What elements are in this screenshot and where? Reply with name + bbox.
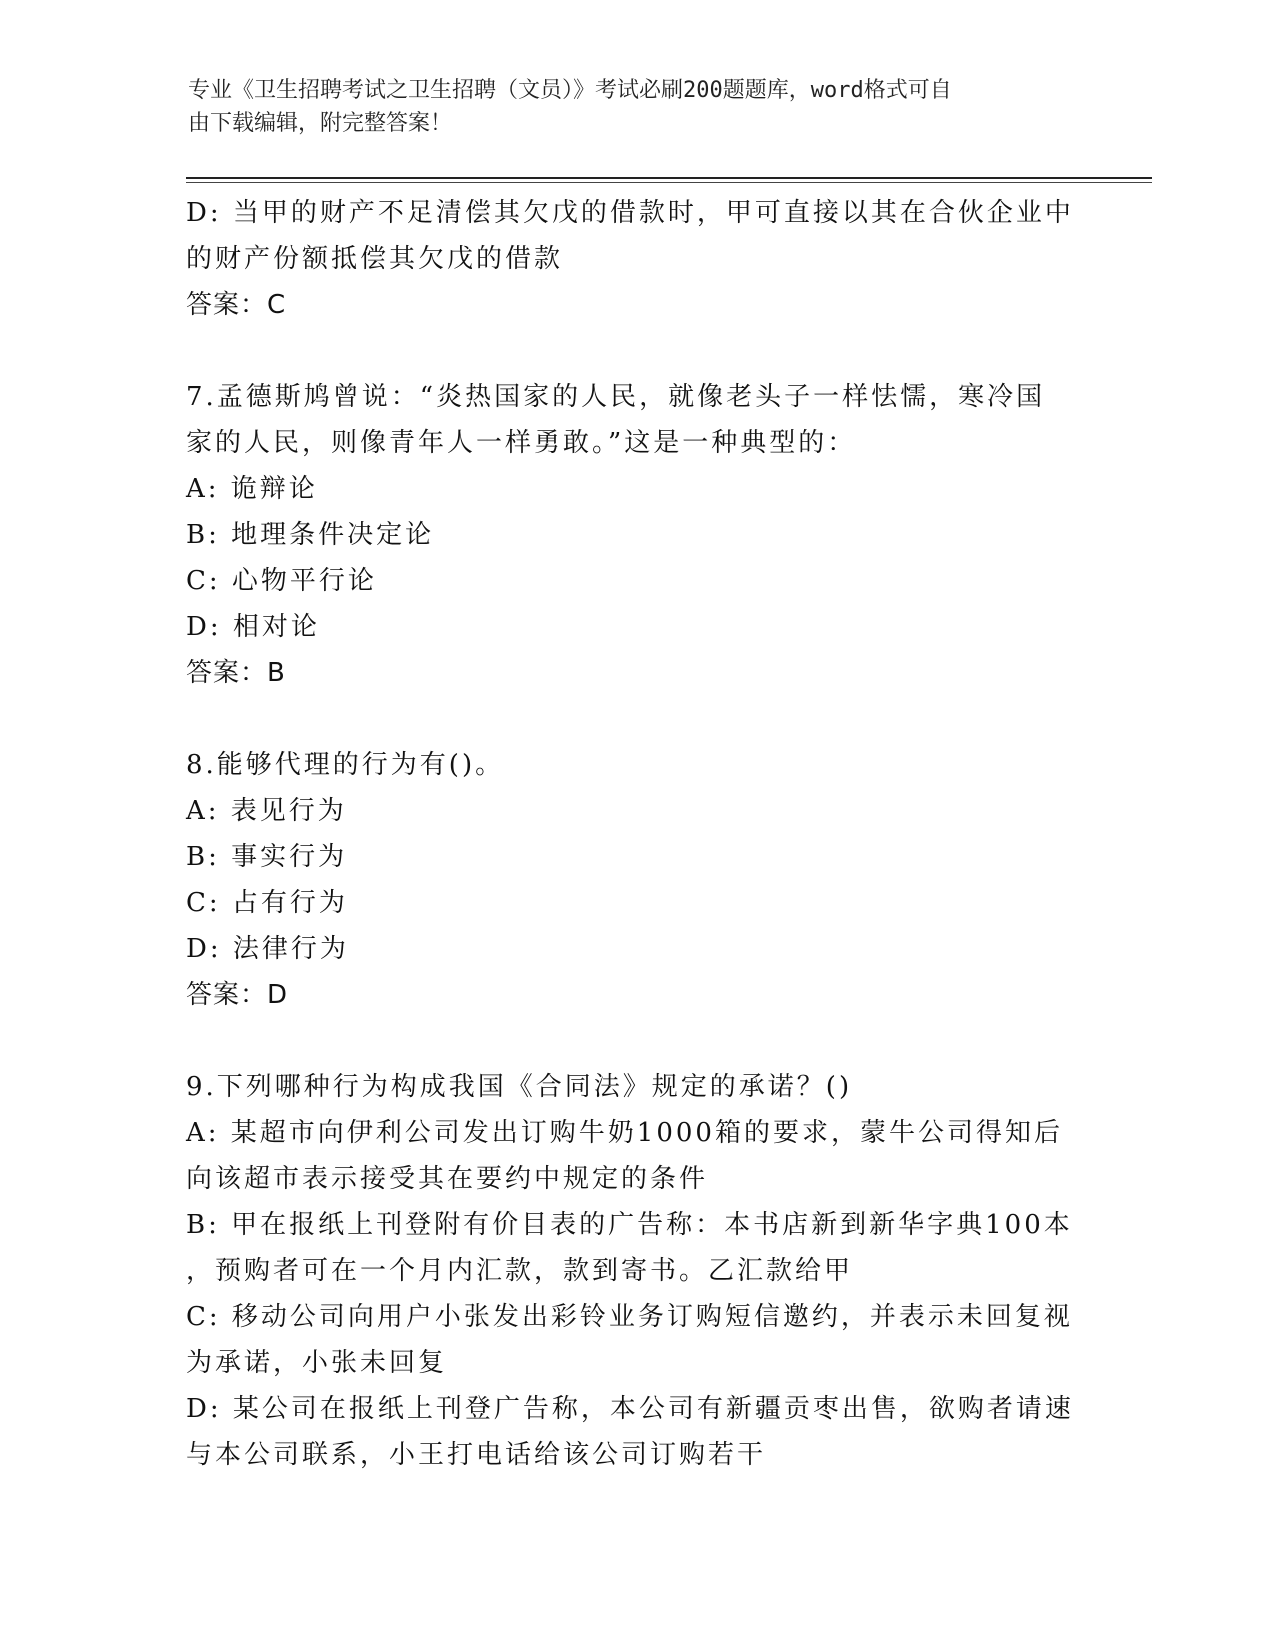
question-8 <box>186 742 1086 1018</box>
header-line-1: 专业《卫生招聘考试之卫生招聘（文员）》考试必刷200题题库，word格式可自 <box>188 78 952 103</box>
option-b: B: 事实行为 <box>186 842 348 872</box>
option-c-line-1: C: 移动公司向用户小张发出彩铃业务订购短信邀约，并表示未回复视 <box>186 1302 1073 1332</box>
header-line-2: 由下载编辑，附完整答案！ <box>188 111 453 136</box>
spacer <box>186 328 1086 374</box>
option-a: A: 诡辩论 <box>186 474 318 504</box>
question-9 <box>186 1064 1086 1478</box>
option-d-line-1: D: 当甲的财产不足清偿其欠戊的借款时，甲可直接以其在合伙企业中 <box>186 198 1074 228</box>
question-7 <box>186 374 1086 696</box>
header-rule-thick <box>186 177 1152 179</box>
option-d: D: 相对论 <box>186 612 320 642</box>
option-a-line-2: 向该超市表示接受其在要约中规定的条件 <box>186 1164 709 1194</box>
option-d-line-2: 的财产份额抵偿其欠戊的借款 <box>186 244 564 274</box>
option-c: C: 心物平行论 <box>186 566 377 596</box>
option-d-line-1: D: 某公司在报纸上刊登广告称，本公司有新疆贡枣出售，欲购者请速 <box>186 1394 1074 1424</box>
option-a-line-1: A: 某超市向伊利公司发出订购牛奶1000箱的要求，蒙牛公司得知后 <box>186 1118 1063 1148</box>
answer-label: 答案：B <box>186 658 286 688</box>
option-c-line-2: 为承诺，小张未回复 <box>186 1348 448 1378</box>
spacer <box>186 696 1086 742</box>
page-header <box>188 74 1068 140</box>
option-b-line-1: B: 甲在报纸上刊登附有价目表的广告称：本书店新到新华字典100本 <box>186 1210 1073 1240</box>
question-stem: 9.下列哪种行为构成我国《合同法》规定的承诺？() <box>186 1072 853 1102</box>
question-list <box>186 190 1086 1478</box>
spacer <box>186 1018 1086 1064</box>
answer-label: 答案：D <box>186 980 289 1010</box>
option-b-line-2: ，预购者可在一个月内汇款，款到寄书。乙汇款给甲 <box>186 1256 854 1286</box>
answer-label: 答案：C <box>186 290 287 320</box>
option-b: B: 地理条件决定论 <box>186 520 435 550</box>
header-rule-thin <box>186 182 1152 183</box>
option-c: C: 占有行为 <box>186 888 348 918</box>
option-d: D: 法律行为 <box>186 934 349 964</box>
option-d-line-2: 与本公司联系，小王打电话给该公司订购若干 <box>186 1440 767 1470</box>
question-stem-line-2: 家的人民，则像青年人一样勇敢。”这是一种典型的： <box>186 428 857 458</box>
option-a: A: 表见行为 <box>186 796 347 826</box>
question-stem: 8.能够代理的行为有()。 <box>186 750 505 780</box>
question-stem-line-1: 7.孟德斯鸠曾说：“炎热国家的人民，就像老头子一样怯懦，寒冷国 <box>186 382 1046 412</box>
question-6-tail <box>186 190 1086 328</box>
